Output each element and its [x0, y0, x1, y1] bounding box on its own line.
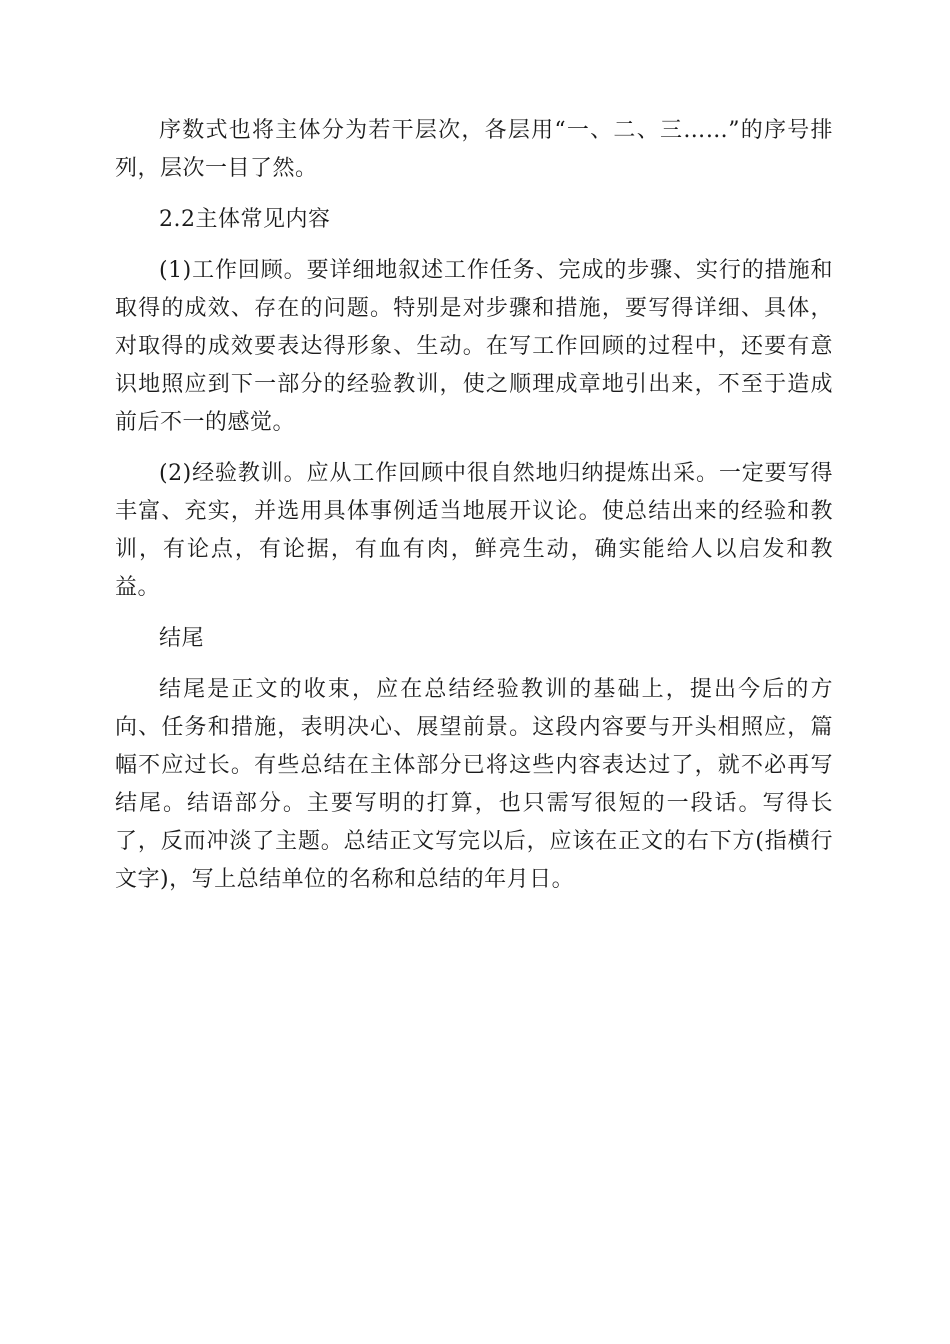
document-body [115, 112, 833, 912]
section-heading-ending: 结尾 [159, 626, 205, 651]
paragraph-work-review: (1)工作回顾。要详细地叙述工作任务、完成的步骤、实行的措施和取得的成效、存在的问题。特别是对步骤和措施，要写得详细、具体，对取得的成效要表达得形象、生动。在写工作回顾的过程中，还要有意识地照应到下一部分的经验教训，使之顺理成章地引出来，不至于造成前后不一的感觉。 [115, 258, 833, 435]
paragraph-ending: 结尾是正文的收束，应在总结经验教训的基础上，提出今后的方向、任务和措施，表明决心、展望前景。这段内容要与开头相照应，篇幅不应过长。有些总结在主体部分已将这些内容表达过了，就不必再写结尾。结语部分。主要写明的打算，也只需写很短的一段话。写得长了，反而冲淡了主题。总结正文写完以后，应该在正文的右下方(指横行文字)，写上总结单位的名称和总结的年月日。 [115, 677, 833, 892]
section-heading-main-content: 2.2主体常见内容 [159, 207, 331, 232]
paragraph-ordinal-structure: 序数式也将主体分为若干层次，各层用“一、二、三……”的序号排列，层次一目了然。 [115, 118, 833, 181]
paragraph-lessons-learned: (2)经验教训。应从工作回顾中很自然地归纳提炼出采。一定要写得丰富、充实，并选用具体事例适当地展开议论。使总结出来的经验和教训，有论点，有论据，有血有肉，鲜亮生动，确实能给人以启发和教益。 [115, 461, 833, 600]
